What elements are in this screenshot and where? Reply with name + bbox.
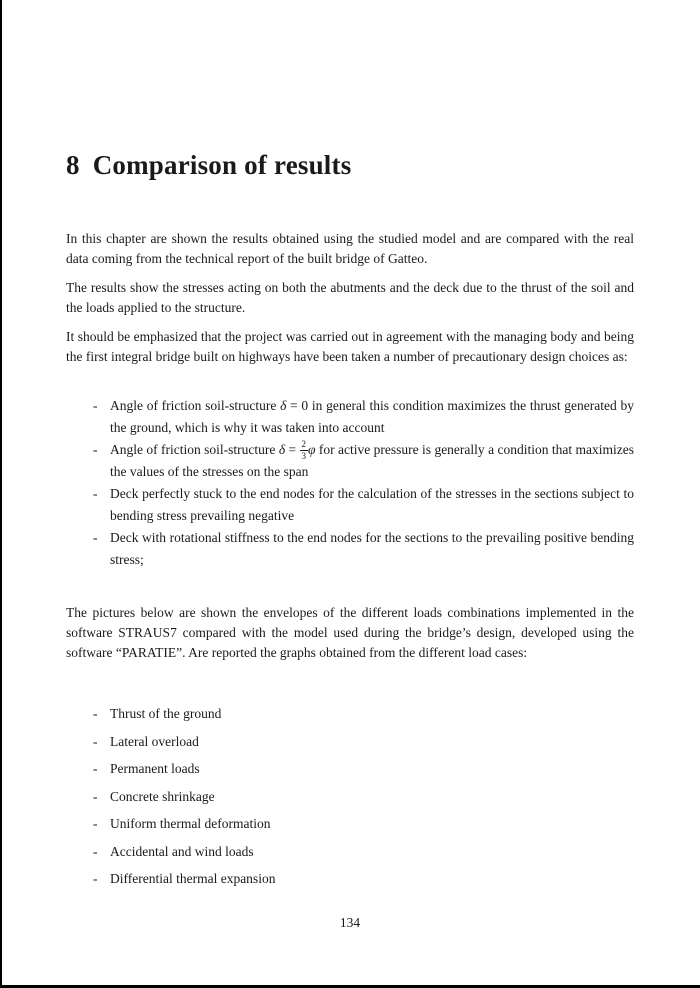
dash-bullet: - — [93, 761, 98, 776]
fraction-denominator: 3 — [301, 450, 307, 461]
delta-symbol: δ — [280, 398, 287, 413]
list-item-text: Angle of friction soil-structure — [110, 398, 281, 413]
scan-edge-left — [0, 0, 2, 988]
page-content — [66, 0, 634, 988]
list-item — [66, 755, 634, 783]
dash-bullet: - — [93, 733, 98, 749]
dash-bullet: - — [93, 871, 98, 886]
list-item-text: Thrust of the ground — [110, 706, 222, 721]
chapter-number: 8 — [66, 150, 80, 180]
list-item-text: Concrete shrinkage — [110, 788, 215, 804]
list-item — [66, 838, 634, 866]
list-item-text: Differential thermal expansion — [110, 871, 276, 886]
load-cases-list — [66, 700, 634, 893]
fraction-two-thirds — [300, 440, 309, 461]
equation-text: = 0 — [286, 398, 312, 413]
list-item — [66, 439, 634, 483]
list-item — [66, 728, 634, 756]
equation-text: = — [285, 442, 300, 457]
list-item-text: Permanent loads — [110, 761, 200, 776]
list-item-text: for active pressure is generally a condition that maximizes the values of the stresses on the span — [110, 442, 634, 479]
list-item-text: Uniform thermal deformation — [110, 816, 271, 831]
list-item — [66, 700, 634, 728]
dash-bullet: - — [93, 486, 98, 501]
dash-bullet: - — [93, 442, 98, 457]
list-item — [66, 395, 634, 439]
list-item-text: Deck with rotational stiffness to the end nodes for the sections to the prevailing positive bending stress; — [110, 530, 634, 567]
dash-bullet: - — [93, 788, 98, 804]
list-item — [66, 783, 634, 811]
dash-bullet: - — [93, 398, 98, 413]
phi-symbol: φ — [308, 442, 316, 457]
list-item-text: Angle of friction soil-structure — [110, 442, 279, 457]
chapter-heading — [66, 150, 634, 181]
list-item — [66, 483, 634, 527]
dash-bullet: - — [93, 706, 98, 721]
chapter-title: Comparison of results — [92, 150, 352, 180]
list-item — [66, 810, 634, 838]
dash-bullet: - — [93, 816, 98, 831]
paragraph-intro: In this chapter are shown the results obtained using the studied model and are compared with the real data coming from the technical report of the built bridge of Gatteo. — [66, 231, 634, 266]
list-item-text: Lateral overload — [110, 733, 199, 749]
list-item — [66, 865, 634, 893]
paragraph-load-cases-lead: The pictures below are shown the envelopes of the different loads combinations implemented in the software STRAUS7 compared with the model used during the bridge’s design, developed using the software “PARATIE”. Are reported the graphs obtained from the different load cases: — [66, 605, 634, 660]
delta-symbol: δ — [278, 442, 286, 457]
dash-bullet: - — [93, 843, 98, 859]
list-item — [66, 527, 634, 571]
list-item-text: in general this condition maximizes the thrust generated by the ground, which is why it was taken into account — [110, 398, 634, 435]
design-choices-list — [66, 395, 634, 571]
page-number: 134 — [339, 915, 361, 930]
list-item-text: Deck perfectly stuck to the end nodes for the calculation of the stresses in the sections subject to bending stress prevailing negative — [110, 486, 634, 523]
paragraph-design-choices-lead: It should be emphasized that the project was carried out in agreement with the managing body and being the first integral bridge built on highways have been taken a number of precautionary design choices as: — [66, 329, 634, 364]
list-item-text: Accidental and wind loads — [110, 843, 254, 859]
fraction-numerator: 2 — [301, 438, 307, 449]
dash-bullet: - — [93, 530, 98, 545]
paragraph-results: The results show the stresses acting on both the abutments and the deck due to the thrust of the soil and the loads applied to the structure. — [66, 280, 634, 315]
